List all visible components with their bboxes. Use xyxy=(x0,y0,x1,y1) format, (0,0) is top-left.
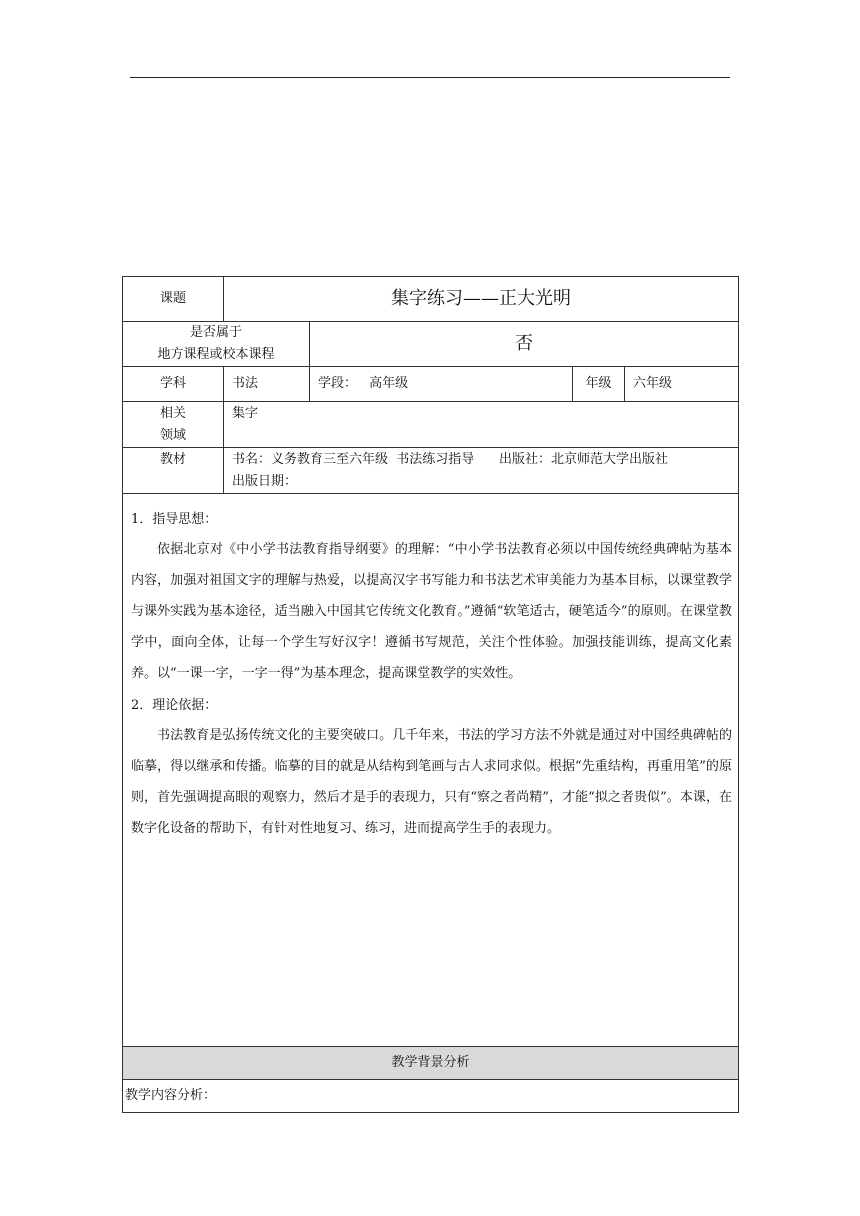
body-row xyxy=(123,494,739,1047)
local-course-row xyxy=(123,322,739,367)
lesson-title: 集字练习——正大光明 xyxy=(224,277,739,322)
material-value xyxy=(224,448,739,494)
content-analysis-label: 教学内容分析： xyxy=(123,1080,739,1113)
local-course-label-line1: 是否属于 xyxy=(189,325,242,340)
field-row xyxy=(123,402,739,448)
subject-row xyxy=(123,367,739,402)
grade-label: 年级 xyxy=(573,367,625,402)
body-cell xyxy=(123,494,739,1047)
local-course-label xyxy=(123,322,310,367)
title-row xyxy=(123,277,739,322)
guidance-heading: 1．指导思想： xyxy=(131,512,218,527)
title-label: 课题 xyxy=(123,277,224,322)
guidance-paragraph: 依据北京对《中小学书法教育指导纲要》的理解：“中小学书法教育必须以中国传统经典碑帖为基本内容，加强对祖国文字的理解与热爱，以提高汉字书写能力和书法艺术审美能力为基本目标，以课堂教学与课外实践为基本途径，适当融入中国其它传统文化教育。”遵循“软笔适古，硬笔适今”的原则。在课堂教学中，面向全体，让每一个学生写好汉字！遵循书写规范，关注个性体验。加强技能训练，提高文化素养。以“一课一字，一字一得”为基本理念，提高课堂教学的实效性。 xyxy=(131,542,732,681)
local-course-label-line2: 地方课程或校本课程 xyxy=(157,347,275,362)
subject-value: 书法 xyxy=(224,367,310,402)
field-label-line1: 相关 xyxy=(159,405,186,421)
material-line2: 出版日期： xyxy=(232,474,298,489)
field-value: 集字 xyxy=(224,402,739,448)
lesson-plan-table xyxy=(122,276,739,1113)
local-course-value: 否 xyxy=(310,322,739,367)
theory-paragraph: 书法教育是弘扬传统文化的主要突破口。几千年来，书法的学习方法不外就是通过对中国经典碑帖的临摹，得以继承和传播。临摹的目的就是从结构到笔画与古人求同求似。根据“先重结构，再重用笔”的原则，首先强调提高眼的观察力，然后才是手的表现力，只有“察之者尚精”，才能“拟之者贵似”。本课，在数字化设备的帮助下，有针对性地复习、练习，进而提高学生手的表现力。 xyxy=(131,728,732,836)
background-heading: 教学背景分析 xyxy=(123,1047,739,1080)
subject-label: 学科 xyxy=(123,367,224,402)
background-heading-row xyxy=(123,1047,739,1080)
stage-value: 高年级 xyxy=(369,376,409,391)
grade-value: 六年级 xyxy=(625,367,739,402)
header-rule xyxy=(130,77,730,78)
material-line1: 书名：义务教育三至六年级 书法练习指导 出版社：北京师范大学出版社 xyxy=(232,452,669,467)
field-label-line2: 领域 xyxy=(159,427,186,443)
theory-heading: 2．理论依据： xyxy=(131,698,218,713)
material-row xyxy=(123,448,739,494)
stage-cell xyxy=(310,367,573,402)
content-analysis-row xyxy=(123,1080,739,1113)
material-label: 教材 xyxy=(123,448,224,494)
field-label xyxy=(123,402,224,448)
stage-label: 学段： xyxy=(318,376,358,391)
